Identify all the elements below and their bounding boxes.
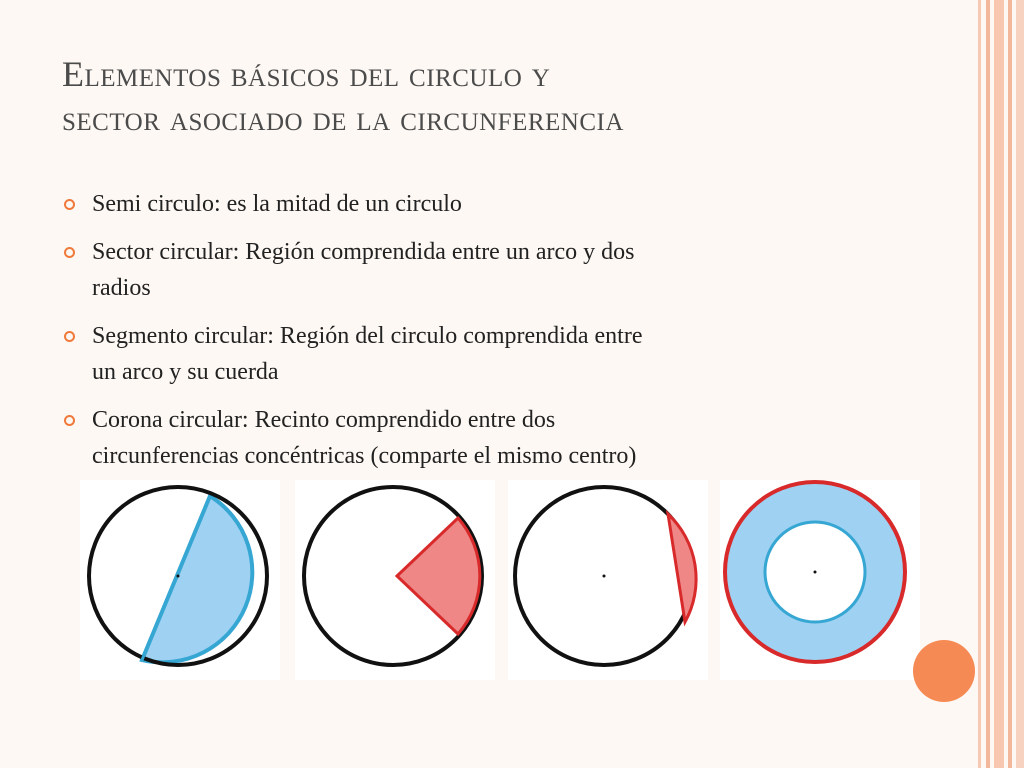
decorative-orange-circle <box>913 640 975 702</box>
annulus-icon <box>720 480 920 680</box>
bullet-text: Segmento circular: Región del circulo comprendida entre <box>92 323 643 349</box>
decorative-stripe <box>994 0 1004 768</box>
title-line-2: sector asociado de la circunferencia <box>62 98 624 138</box>
bullet-marker-icon <box>64 415 75 426</box>
bullet-item-segment <box>62 318 862 390</box>
decorative-stripe <box>986 0 990 768</box>
circular-segment-figure <box>508 480 708 680</box>
bullet-marker-icon <box>64 247 75 258</box>
circular-sector-figure <box>295 480 495 680</box>
bullet-item-sector <box>62 234 862 306</box>
bullet-text-continued: circunferencias concéntricas (comparte el mismo centro) <box>92 443 637 469</box>
decorative-stripe <box>1016 0 1024 768</box>
bullet-text: Semi circulo: es la mitad de un circulo <box>92 191 462 217</box>
slide-title <box>62 52 942 140</box>
figure-row <box>80 480 920 680</box>
bullet-item-annulus <box>62 402 862 474</box>
semicircle-figure <box>80 480 280 680</box>
annulus-figure <box>720 480 920 680</box>
semicircle-icon <box>80 480 280 680</box>
title-line-1: Elementos básicos del circulo y <box>62 54 551 94</box>
bullet-text-continued: un arco y su cuerda <box>92 359 279 385</box>
bullet-item-semicircle <box>62 186 862 222</box>
circular-segment-icon <box>508 480 708 680</box>
bullet-text: Sector circular: Región comprendida entre un arco y dos <box>92 239 635 265</box>
decorative-stripe <box>1008 0 1012 768</box>
circular-sector-icon <box>295 480 495 680</box>
bullet-text: Corona circular: Recinto comprendido entre dos <box>92 407 556 433</box>
decorative-stripe <box>978 0 981 768</box>
bullet-text-continued: radios <box>92 275 151 301</box>
bullet-marker-icon <box>64 331 75 342</box>
bullet-list <box>62 186 862 486</box>
bullet-marker-icon <box>64 199 75 210</box>
